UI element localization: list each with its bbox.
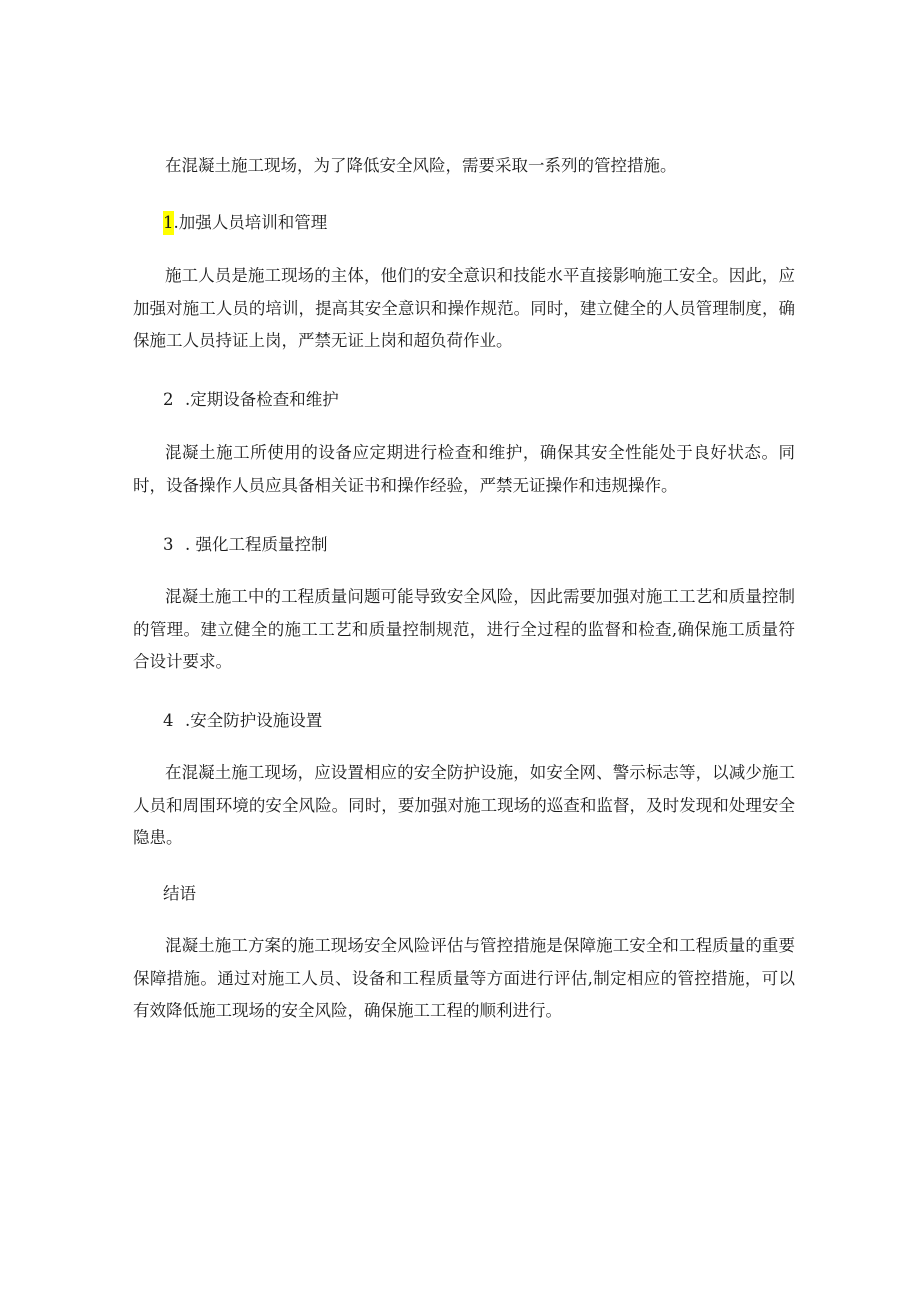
section-2-number: 2 [163, 390, 174, 409]
section-4-number: 4 [163, 711, 174, 730]
section-3-title: . 强化工程质量控制 [185, 535, 328, 554]
section-2-body: 混凝土施工所使用的设备应定期进行检查和维护，确保其安全性能处于良好状态。同时，设备操作人员应具备相关证书和操作经验，严禁无证操作和违规操作。 [133, 443, 795, 495]
section-4-heading [163, 709, 322, 733]
conclusion-heading: 结语 [163, 884, 196, 903]
section-1-number: 1 [163, 211, 174, 235]
section-2-title: .定期设备检查和维护 [185, 390, 339, 409]
section-3-body: 混凝土施工中的工程质量问题可能导致安全风险，因此需要加强对施工工艺和质量控制的管理。建立健全的施工工艺和质量控制规范，进行全过程的监督和检查,确保施工质量符合设计要求。 [133, 587, 795, 671]
intro-paragraph: 在混凝土施工现场，为了降低安全风险，需要采取一系列的管控措施。 [165, 156, 677, 175]
section-1-body: 施工人员是施工现场的主体，他们的安全意识和技能水平直接影响施工安全。因此，应加强对施工人员的培训，提高其安全意识和操作规范。同时，建立健全的人员管理制度，确保施工人员持证上岗，严禁无证上岗和超负荷作业。 [133, 266, 795, 350]
section-4-title: .安全防护设施设置 [185, 711, 323, 730]
conclusion-paragraph: 混凝土施工方案的施工现场安全风险评估与管控措施是保障施工安全和工程质量的重要保障措施。通过对施工人员、设备和工程质量等方面进行评估,制定相应的管控措施，可以有效降低施工现场的安全风险，确保施工工程的顺利进行。 [133, 936, 795, 1020]
section-2-heading [163, 388, 339, 412]
section-3-heading [163, 533, 328, 557]
section-1-title: .加强人员培训和管理 [173, 213, 328, 232]
section-1-heading [163, 211, 327, 235]
section-4-body: 在混凝土施工现场，应设置相应的安全防护设施，如安全网、警示标志等，以减少施工人员和周围环境的安全风险。同时，要加强对施工现场的巡查和监督，及时发现和处理安全隐患。 [133, 763, 795, 847]
section-3-number: 3 [163, 535, 174, 554]
